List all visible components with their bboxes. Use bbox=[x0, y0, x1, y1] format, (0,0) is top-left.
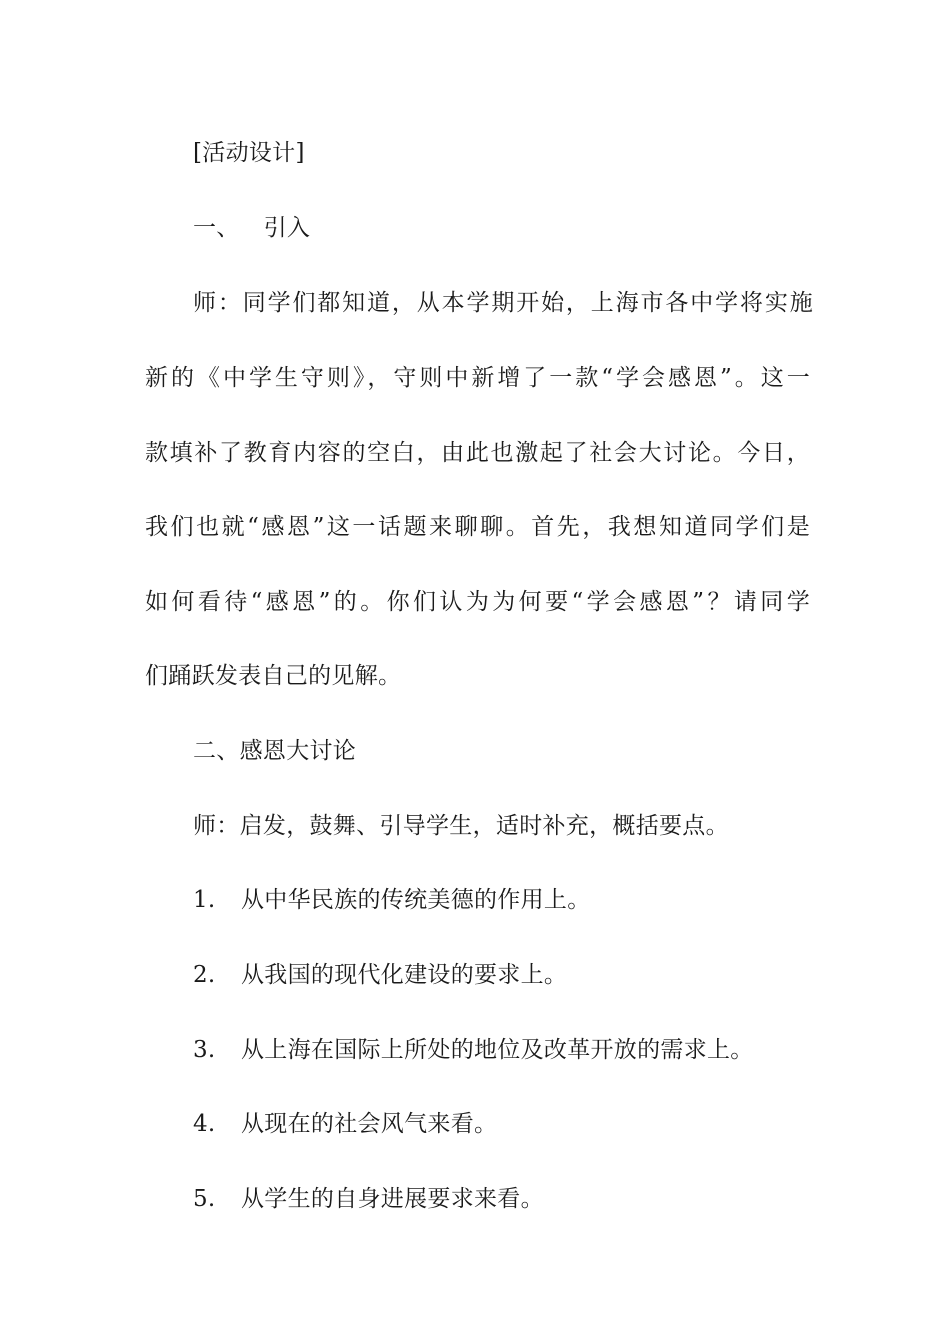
paragraph-1-line-2: 新的《中学生守则》，守则中新增了一款“学会感恩”。这一 bbox=[145, 365, 810, 391]
section-1-number: 一、 bbox=[193, 215, 240, 241]
section-2-heading: 二、感恩大讨论 bbox=[193, 738, 357, 764]
paragraph-1-line-1: 师：同学们都知道，从本学期开始，上海市各中学将实施 bbox=[193, 290, 813, 316]
paragraph-2: 师：启发，鼓舞、引导学生，适时补充，概括要点。 bbox=[193, 813, 729, 839]
paragraph-1-line-3: 款填补了教育内容的空白，由此也激起了社会大讨论。今日， bbox=[145, 440, 810, 466]
activity-design-heading: [活动设计] bbox=[193, 140, 305, 166]
point-item bbox=[193, 885, 813, 915]
point-text: 从现在的社会风气来看。 bbox=[241, 1111, 498, 1137]
point-text: 从我国的现代化建设的要求上。 bbox=[241, 962, 568, 988]
point-item bbox=[193, 1184, 813, 1214]
point-number: 1. bbox=[193, 887, 216, 913]
point-number: 5. bbox=[193, 1186, 216, 1212]
point-number: 3. bbox=[193, 1037, 216, 1063]
point-item bbox=[193, 1109, 813, 1139]
point-item bbox=[193, 960, 813, 990]
point-number: 2. bbox=[193, 962, 216, 988]
section-1-title: 引入 bbox=[263, 215, 311, 241]
point-item bbox=[193, 1035, 813, 1065]
paragraph-1-line-5: 如何看待“感恩”的。你们认为为何要“学会感恩”？请同学 bbox=[145, 589, 810, 615]
paragraph-1-line-4: 我们也就“感恩”这一话题来聊聊。首先，我想知道同学们是 bbox=[145, 514, 810, 540]
section-1-heading bbox=[193, 213, 813, 243]
point-text: 从学生的自身进展要求来看。 bbox=[241, 1186, 544, 1212]
paragraph-1-line-6: 们踊跃发表自己的见解。 bbox=[145, 663, 402, 689]
point-text: 从中华民族的传统美德的作用上。 bbox=[241, 887, 591, 913]
point-number: 4. bbox=[193, 1111, 216, 1137]
point-text: 从上海在国际上所处的地位及改革开放的需求上。 bbox=[241, 1037, 754, 1063]
